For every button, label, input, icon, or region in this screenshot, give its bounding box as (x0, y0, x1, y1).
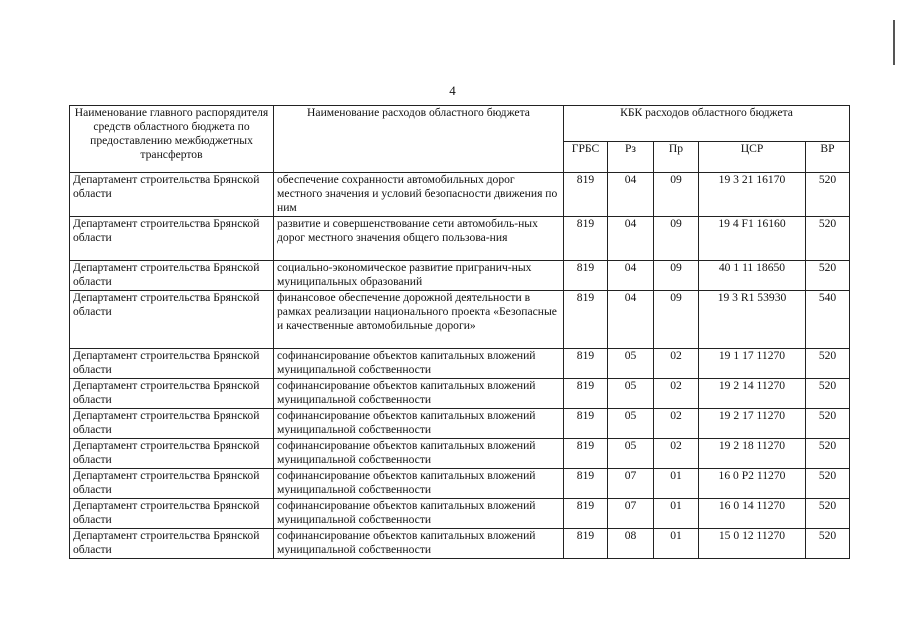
table-row (70, 499, 850, 529)
cell-pr: 01 (654, 469, 699, 499)
cell-department: Департамент строительства Брянской области (70, 409, 274, 439)
cell-grbs: 819 (564, 291, 608, 349)
cell-grbs: 819 (564, 379, 608, 409)
cell-expense: софинансирование объектов капитальных вложений муниципальной собственности (274, 439, 564, 469)
cell-rz: 04 (608, 217, 654, 261)
cell-expense: софинансирование объектов капитальных вложений муниципальной собственности (274, 349, 564, 379)
cell-department: Департамент строительства Брянской области (70, 439, 274, 469)
table-row (70, 349, 850, 379)
cell-csr: 19 2 18 11270 (699, 439, 806, 469)
cell-vr: 520 (806, 529, 850, 559)
scan-artifact-line (893, 20, 895, 65)
cell-rz: 05 (608, 349, 654, 379)
header-rz: Рз (608, 142, 654, 173)
header-vr: ВР (806, 142, 850, 173)
cell-pr: 09 (654, 261, 699, 291)
cell-grbs: 819 (564, 499, 608, 529)
cell-vr: 520 (806, 499, 850, 529)
cell-expense: софинансирование объектов капитальных вложений муниципальной собственности (274, 469, 564, 499)
cell-csr: 19 4 F1 16160 (699, 217, 806, 261)
cell-grbs: 819 (564, 261, 608, 291)
cell-rz: 05 (608, 409, 654, 439)
cell-vr: 520 (806, 173, 850, 217)
cell-vr: 520 (806, 349, 850, 379)
header-csr: ЦСР (699, 142, 806, 173)
cell-grbs: 819 (564, 173, 608, 217)
cell-department: Департамент строительства Брянской области (70, 173, 274, 217)
cell-expense: софинансирование объектов капитальных вложений муниципальной собственности (274, 529, 564, 559)
cell-csr: 19 2 14 11270 (699, 379, 806, 409)
cell-rz: 04 (608, 173, 654, 217)
cell-department: Департамент строительства Брянской области (70, 217, 274, 261)
cell-csr: 40 1 11 18650 (699, 261, 806, 291)
cell-vr: 520 (806, 261, 850, 291)
cell-rz: 04 (608, 261, 654, 291)
table-row (70, 173, 850, 217)
cell-csr: 16 0 P2 11270 (699, 469, 806, 499)
cell-csr: 19 2 17 11270 (699, 409, 806, 439)
table-row (70, 409, 850, 439)
cell-rz: 07 (608, 499, 654, 529)
cell-department: Департамент строительства Брянской области (70, 499, 274, 529)
table-row (70, 529, 850, 559)
cell-grbs: 819 (564, 217, 608, 261)
cell-csr: 16 0 14 11270 (699, 499, 806, 529)
cell-pr: 02 (654, 409, 699, 439)
cell-expense: финансовое обеспечение дорожной деятельности в рамках реализации национального проекта «Безопасные и качественные автомобильные дороги» (274, 291, 564, 349)
cell-rz: 07 (608, 469, 654, 499)
cell-rz: 05 (608, 439, 654, 469)
header-kbk: КБК расходов областного бюджета (564, 106, 850, 142)
cell-rz: 08 (608, 529, 654, 559)
cell-expense: софинансирование объектов капитальных вложений муниципальной собственности (274, 409, 564, 439)
table-row (70, 261, 850, 291)
cell-expense: софинансирование объектов капитальных вложений муниципальной собственности (274, 499, 564, 529)
cell-csr: 15 0 12 11270 (699, 529, 806, 559)
cell-expense: обеспечение сохранности автомобильных дорог местного значения и условий безопасности движения по ним (274, 173, 564, 217)
cell-department: Департамент строительства Брянской области (70, 261, 274, 291)
cell-department: Департамент строительства Брянской области (70, 469, 274, 499)
cell-csr: 19 3 R1 53930 (699, 291, 806, 349)
cell-grbs: 819 (564, 469, 608, 499)
cell-vr: 540 (806, 291, 850, 349)
header-expense: Наименование расходов областного бюджета (274, 106, 564, 173)
cell-grbs: 819 (564, 529, 608, 559)
cell-vr: 520 (806, 439, 850, 469)
cell-pr: 01 (654, 529, 699, 559)
cell-expense: развитие и совершенствование сети автомобиль-ных дорог местного значения общего пользова-ния (274, 217, 564, 261)
cell-department: Департамент строительства Брянской области (70, 379, 274, 409)
cell-csr: 19 1 17 11270 (699, 349, 806, 379)
cell-expense: социально-экономическое развитие пригранич-ных муниципальных образований (274, 261, 564, 291)
cell-pr: 02 (654, 379, 699, 409)
cell-pr: 09 (654, 173, 699, 217)
header-pr: Пр (654, 142, 699, 173)
table-row (70, 379, 850, 409)
cell-vr: 520 (806, 379, 850, 409)
table-row (70, 291, 850, 349)
page-number: 4 (449, 83, 456, 98)
cell-department: Департамент строительства Брянской области (70, 291, 274, 349)
cell-grbs: 819 (564, 349, 608, 379)
table-row (70, 439, 850, 469)
cell-csr: 19 3 21 16170 (699, 173, 806, 217)
header-grbs: ГРБС (564, 142, 608, 173)
cell-grbs: 819 (564, 409, 608, 439)
cell-department: Департамент строительства Брянской области (70, 349, 274, 379)
cell-pr: 01 (654, 499, 699, 529)
cell-rz: 04 (608, 291, 654, 349)
budget-table (69, 105, 850, 559)
cell-rz: 05 (608, 379, 654, 409)
header-row-1 (70, 106, 850, 142)
cell-pr: 09 (654, 291, 699, 349)
cell-grbs: 819 (564, 439, 608, 469)
cell-pr: 02 (654, 349, 699, 379)
table-row (70, 217, 850, 261)
header-manager: Наименование главного распорядителя средств областного бюджета по предоставлению межбюджетных трансфертов (70, 106, 274, 173)
cell-vr: 520 (806, 217, 850, 261)
cell-department: Департамент строительства Брянской области (70, 529, 274, 559)
cell-vr: 520 (806, 409, 850, 439)
table-row (70, 469, 850, 499)
cell-pr: 02 (654, 439, 699, 469)
cell-expense: софинансирование объектов капитальных вложений муниципальной собственности (274, 379, 564, 409)
cell-vr: 520 (806, 469, 850, 499)
cell-pr: 09 (654, 217, 699, 261)
